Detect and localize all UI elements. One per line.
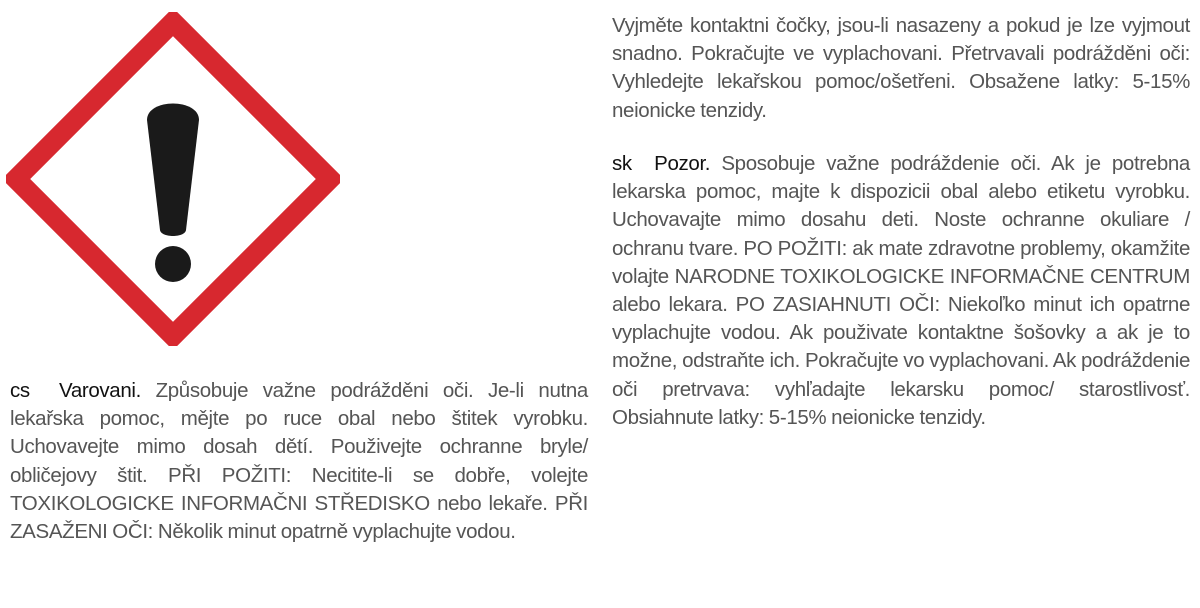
cs-hazard-text: Způsobuje važne podrážděni oči. Je-li nutna lekařska pomoc, mějte po ruce obal nebo štitek vyrobku. Uchovavejte mimo dosah dětí. Použivejte ochranne bryle/ obličejovy štit. PŘI POŽITI: Necitite-li se dobře, volejte TOXIKOLOGICKE INFORMAČNI STŘEDISKO nebo lekaře. PŘI ZASAŽENI OČI: Několik minut opatrně vyplachujte vodou. [10, 379, 588, 544]
sk-language-code: sk [612, 152, 632, 175]
sk-signal-word: Pozor. [654, 152, 711, 175]
exclamation-mark-dot [155, 246, 191, 282]
sk-warning-text [612, 150, 1190, 432]
cs-warning-text [10, 377, 588, 546]
cs-signal-word: Varovani. [59, 379, 141, 402]
cs-warning-text-continuation: Vyjměte kontaktni čočky, jsou-li nasazeny a pokud je lze vyjmout snadno. Pokračujte ve vyplachovani. Přetrvavali podrážděni oči: Vyhledejte lekařskou pomoc/ošetřeni. Obsažene latky: 5-15% neionicke tenzidy. [612, 14, 1190, 122]
cs-language-code: cs [10, 379, 30, 402]
ghs07-exclamation-mark-icon [6, 12, 340, 346]
sk-hazard-text: Sposobuje važne podráždenie oči. Ak je potrebna lekarska pomoc, majte k dispozicii obal alebo etiketu vyrobku. Uchovavajte mimo dosahu deti. Noste ochranne okuliare / ochranu tvare. PO POŽITI: ak mate zdravotne problemy, okamžite volajte NARODNE TOXIKOLOGICKE INFORMAČNE CENTRUM alebo lekara. PO ZASIAHNUTI OČI: Niekoľko minut ich opatrne vyplachujte vodou. Ak použivate kontaktne šošovky a ak je to možne, odstraňte ich. Pokračujte vo vyplachovani. Ak podráždenie oči pretrvava: vyhľadajte lekarsku pomoc/ starostlivosť. Obsiahnute latky: 5-15% neionicke tenzidy. [612, 152, 1190, 429]
